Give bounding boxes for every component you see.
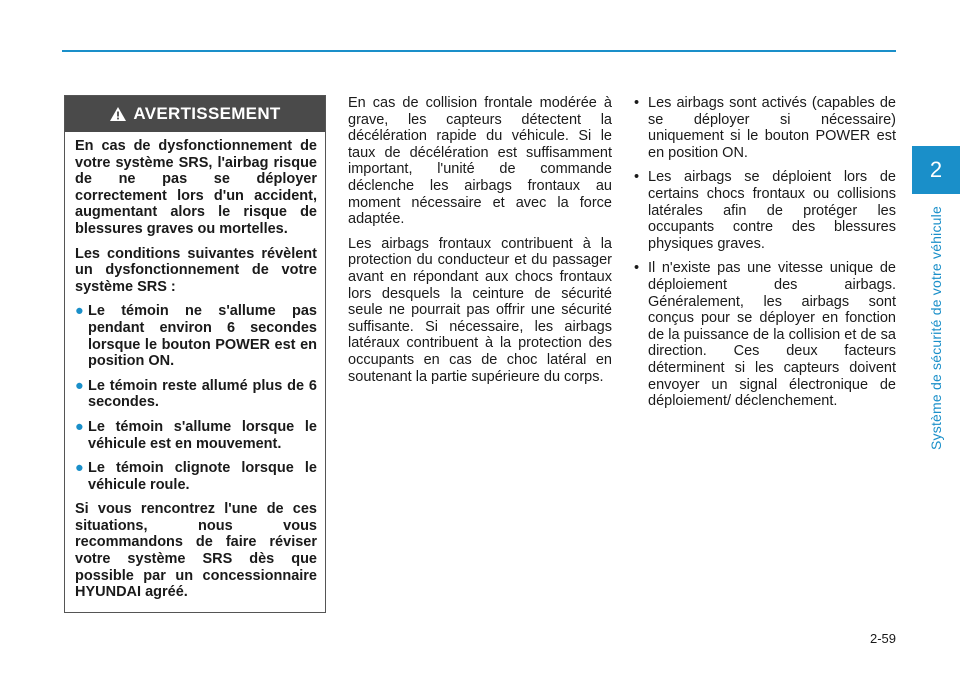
warning-bullet: ● Le témoin ne s'allume pas pendant environ 6 secondes lorsque le bouton POWER est en position ON. xyxy=(75,303,317,370)
body-paragraph: En cas de collision frontale modérée à grave, les capteurs détectent la décélération rapide du véhicule. Si le taux de décélération est suffisamment important, l'unité de commande déclenche les airbags frontaux au moment nécessaire et avec la force adaptée. xyxy=(348,95,612,228)
warning-bullet: ● Le témoin reste allumé plus de 6 secondes. xyxy=(75,377,317,411)
header-rule xyxy=(62,50,896,52)
warning-header xyxy=(65,96,325,132)
warning-bullet-list xyxy=(75,303,317,493)
warning-title: AVERTISSEMENT xyxy=(133,104,281,123)
bullet-dot-icon: ● xyxy=(75,303,84,320)
warning-triangle-icon xyxy=(109,106,127,122)
warning-bullet: ● Le témoin clignote lorsque le véhicule roule. xyxy=(75,460,317,493)
warning-paragraph: En cas de dysfonctionnement de votre système SRS, l'airbag risque de ne pas se déployer correctement lors d'un accident, augmentant alors le risque de blessures graves ou mortelles. xyxy=(75,138,317,237)
chapter-number: 2 xyxy=(929,157,943,182)
right-column xyxy=(632,95,896,418)
bullet-dot-icon: ● xyxy=(75,418,84,435)
list-item: • Les airbags sont activés (capables de se déployer si nécessaire) uniquement si le bouton POWER est en position ON. xyxy=(634,95,896,161)
body-paragraph: Les airbags frontaux contribuent à la protection du conducteur et du passager avant en répondant aux chocs frontaux lors desquels la ceinture de sécurité seule ne pourrait pas offrir une sécurité suffisante. Si nécessaire, les airbags latéraux contribuent à la protection des occupants en cas de choc latéral en soutenant la partie supérieure du corps. xyxy=(348,235,612,385)
bullet-dot-icon: • xyxy=(634,260,640,277)
bullet-dot-icon: • xyxy=(634,169,640,186)
warning-bullet: ● Le témoin s'allume lorsque le véhicule est en mouvement. xyxy=(75,418,317,452)
chapter-title: Système de sécurité de votre véhicule xyxy=(928,206,944,450)
chapter-number-tab xyxy=(912,146,960,194)
warning-body xyxy=(65,132,325,601)
warning-paragraph: Si vous rencontrez l'une de ces situations, nous vous recommandons de faire réviser votre système SRS dès que possible par un concessionnaire HYUNDAI agréé. xyxy=(75,501,317,601)
bullet-dot-icon: • xyxy=(634,95,640,111)
middle-column xyxy=(348,95,612,393)
list-item: • Les airbags se déploient lors de certains chocs frontaux ou collisions latérales afin de protéger les occupants contre des blessures physiques graves. xyxy=(634,169,896,252)
bullet-dot-icon: ● xyxy=(75,377,84,394)
warning-paragraph: Les conditions suivantes révèlent un dysfonctionnement de votre système SRS : xyxy=(75,245,317,295)
bullet-dot-icon: ● xyxy=(75,460,84,477)
right-bullet-list xyxy=(632,95,896,410)
list-item: • Il n'existe pas une vitesse unique de déploiement des airbags. Généralement, les airbags sont conçus pour se déployer en fonction de la puissance de la collision et de sa direction. Ces deux facteurs déterminent si les capteurs doivent envoyer un signal électronique de déploiement/ déclenchement. xyxy=(634,260,896,410)
page-number: 2-59 xyxy=(869,631,896,646)
warning-box xyxy=(64,95,326,613)
